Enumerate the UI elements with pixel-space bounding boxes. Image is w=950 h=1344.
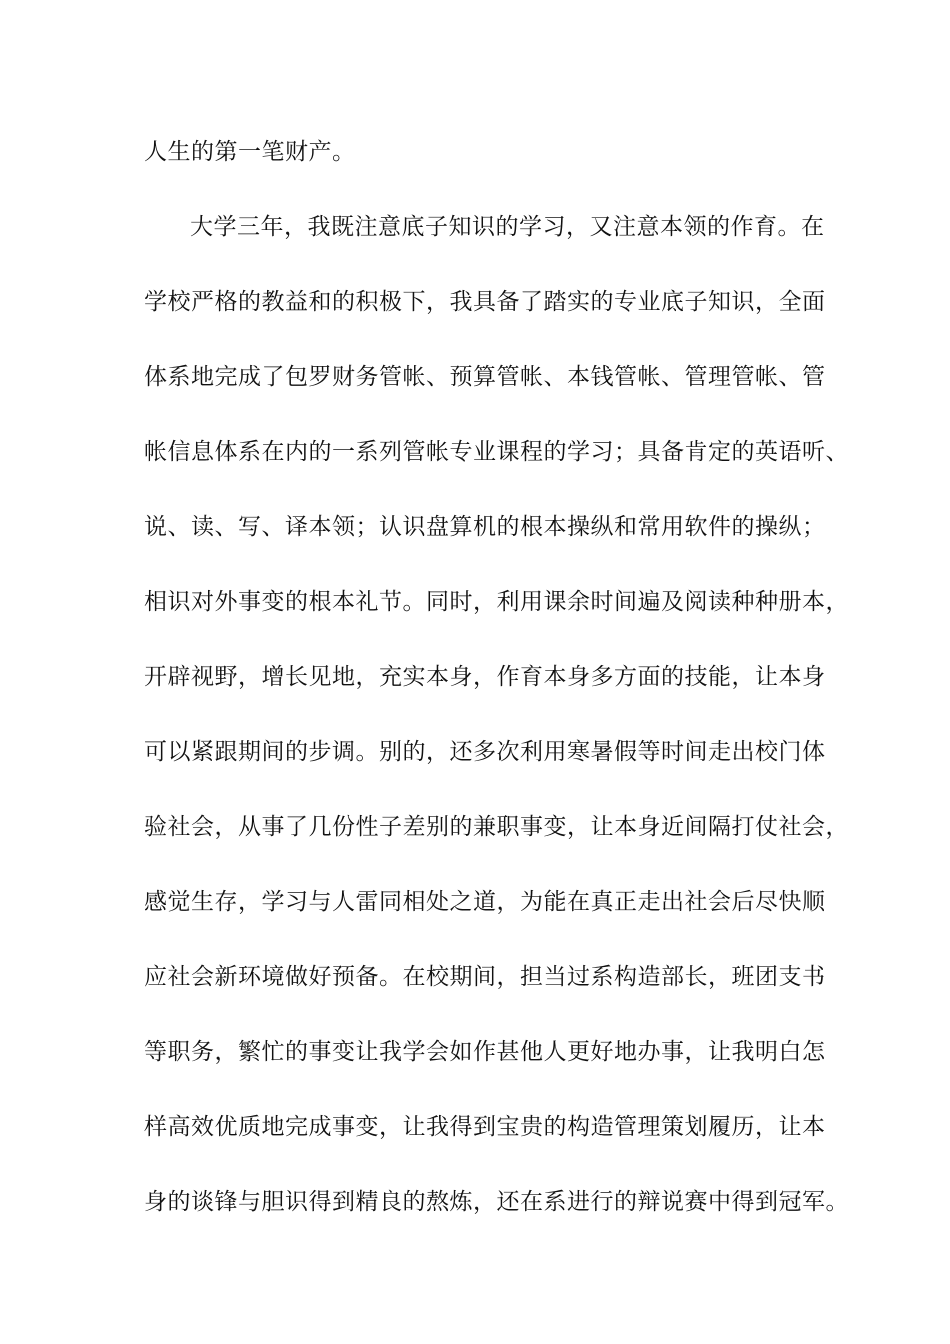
text-line: 应社会新环境做好预备。在校期间，担当过系构造部长，班团支书 xyxy=(144,964,826,990)
text-line: 感觉生存，学习与人雷同相处之道，为能在真正走出社会后尽快顺 xyxy=(144,889,826,915)
text-line: 帐信息体系在内的一系列管帐专业课程的学习；具备肯定的英语听、 xyxy=(144,439,849,465)
text-line: 相识对外事变的根本礼节。同时，利用课余时间遍及阅读种种册本， xyxy=(144,589,849,615)
text-line: 可以紧跟期间的步调。别的，还多次利用寒暑假等时间走出校门体 xyxy=(144,739,826,765)
text-line: 身的谈锋与胆识得到精良的熬炼，还在系进行的辩说赛中得到冠军。 xyxy=(144,1189,849,1215)
text-line: 体系地完成了包罗财务管帐、预算管帐、本钱管帐、管理管帐、管 xyxy=(144,364,826,390)
text-line: 开辟视野，增长见地，充实本身，作育本身多方面的技能，让本身 xyxy=(144,664,826,690)
paragraph-first-line: 大学三年，我既注意底子知识的学习，又注意本领的作育。在 xyxy=(190,214,825,240)
text-line: 学校严格的教益和的积极下，我具备了踏实的专业底子知识，全面 xyxy=(144,289,826,315)
text-line: 人生的第一笔财产。 xyxy=(144,139,356,165)
text-line: 样高效优质地完成事变，让我得到宝贵的构造管理策划履历，让本 xyxy=(144,1114,826,1140)
text-line: 等职务，繁忙的事变让我学会如作甚他人更好地办事，让我明白怎 xyxy=(144,1039,826,1065)
text-line: 说、读、写、译本领；认识盘算机的根本操纵和常用软件的操纵； xyxy=(144,514,826,540)
text-line: 验社会，从事了几份性子差别的兼职事变，让本身近间隔打仗社会， xyxy=(144,814,849,840)
